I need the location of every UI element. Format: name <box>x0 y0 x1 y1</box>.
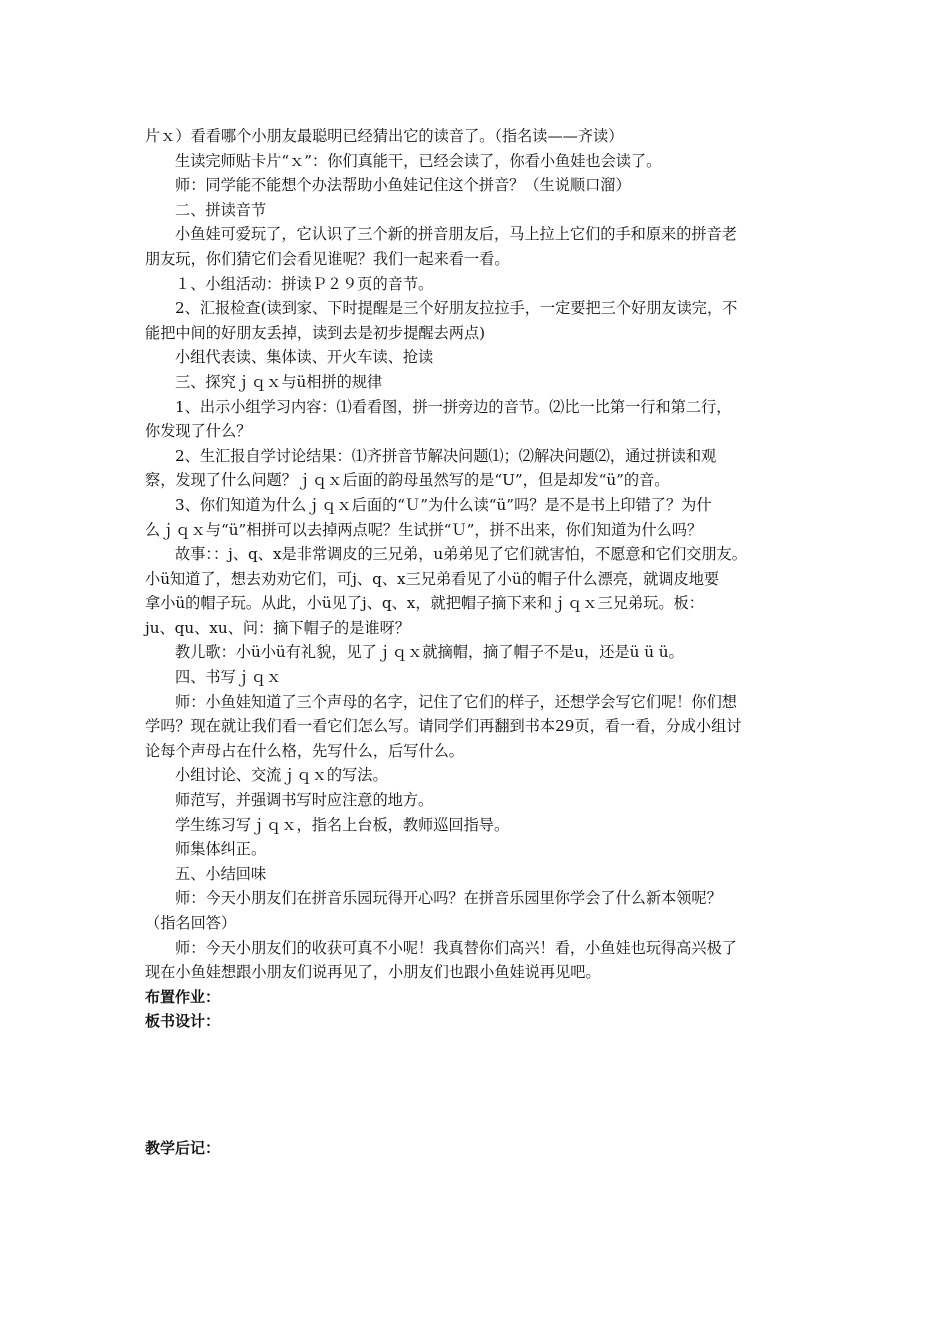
blank-space <box>145 1034 815 1114</box>
text-line: 小组代表读、集体读、开火车读、抢读 <box>175 348 434 367</box>
text-line: 小鱼娃可爱玩了，它认识了三个新的拼音朋友后，马上拉上它们的手和原来的拼音老 <box>175 225 737 244</box>
text-line: 师：同学能不能想个办法帮助小鱼娃记住这个拼音？（生说顺口溜） <box>175 176 631 195</box>
lesson-body <box>145 124 815 985</box>
text-line: 师集体纠正。 <box>175 840 267 859</box>
text-line: 你发现了什么？ <box>145 422 252 441</box>
text-line: 师：今天小朋友们的收获可真不小呢！我真替你们高兴！看，小鱼娃也玩得高兴极了 <box>175 938 737 957</box>
text-line: 能把中间的好朋友丢掉，读到去是初步提醒去两点) <box>145 323 486 342</box>
text-line: 学生练习写ｊｑｘ，指名上台板，教师巡回指导。 <box>175 815 510 834</box>
text-line: ju、qu、xu、问：摘下帽子的是谁呀？ <box>145 618 410 637</box>
text-line: 师：小鱼娃知道了三个声母的名字，记住了它们的样子，还想学会写它们呢！你们想 <box>175 692 737 711</box>
text-line: 小组讨论、交流ｊｑｘ的写法。 <box>175 766 388 785</box>
text-line: 论每个声母占在什么格，先写什么，后写什么。 <box>145 741 464 760</box>
text-line: 现在小鱼娃想跟小朋友们说再见了，小朋友们也跟小鱼娃说再见吧。 <box>145 963 601 982</box>
text-line: 拿小ü的帽子玩。从此，小ü见了j、q、x，就把帽子摘下来和ｊｑｘ三兄弟玩。板： <box>145 594 704 613</box>
text-line: （指名回答） <box>145 914 237 932</box>
text-line: 小ü知道了，想去劝劝它们，可j、q、x三兄弟看见了小ü的帽子什么漂亮，就调皮地要 <box>145 569 720 588</box>
text-line: 教儿歌：小ü小ü有礼貌，见了ｊｑｘ就摘帽，摘了帽子不是u，还是ü ü ü。 <box>175 643 684 662</box>
text-line: 师：今天小朋友们在拼音乐园玩得开心吗？在拼音乐园里你学会了什么新本领呢？ <box>175 889 722 908</box>
text-line: 学吗？现在就让我们看一看它们怎么写。请同学们再翻到书本29页，看一看，分成小组讨 <box>145 717 742 736</box>
text-line: 么ｊｑｘ与“ü”相拼可以去掉两点呢？生试拼“Ｕ”，拼不出来，你们知道为什么吗？ <box>145 520 703 539</box>
text-line: 察，发现了什么问题？ｊｑｘ后面的韵母虽然写的是“U”，但是却发“ü”的音。 <box>145 471 670 490</box>
text-line: 三、探究ｊｑｘ与ü相拼的规律 <box>175 372 383 391</box>
text-line: 师范写，并强调书写时应注意的地方。 <box>175 791 434 810</box>
board-design-heading: 板书设计： <box>145 1012 221 1031</box>
text-line: 生读完师贴卡片“ｘ”：你们真能干，已经会读了，你看小鱼娃也会读了。 <box>175 151 662 170</box>
text-line: 2、汇报检查(读到家、下时提醒是三个好朋友拉拉手，一定要把三个好朋友读完，不 <box>175 299 738 318</box>
text-line: 五、小结回味 <box>175 864 267 883</box>
text-line: 2、生汇报自学讨论结果：⑴齐拼音节解决问题⑴；⑵解决问题⑵，通过拼读和观 <box>175 446 717 465</box>
text-line: 四、书写ｊｑｘ <box>175 668 282 687</box>
blank-space-2 <box>145 1114 815 1136</box>
text-line: 故事：：j、q、x是非常调皮的三兄弟，u弟弟见了它们就害怕，不愿意和它们交朋友。 <box>175 545 747 564</box>
text-line: 1、出示小组学习内容：⑴看看图，拼一拼旁边的音节。⑵比一比第一行和第二行， <box>175 397 732 416</box>
homework-heading: 布置作业： <box>145 987 221 1006</box>
text-line: 3、你们知道为什么ｊｑｘ后面的“Ｕ”为什么读“ü”吗？是不是书上印错了？为什 <box>175 495 712 514</box>
text-line: 二、拼读音节 <box>175 200 267 219</box>
reflection-heading: 教学后记： <box>145 1138 221 1157</box>
text-line: １、小组活动：拼读Ｐ２９页的音节。 <box>175 274 434 293</box>
text-line: 片ｘ）看看哪个小朋友最聪明已经猜出它的读音了。（指名读——齐读） <box>145 127 624 145</box>
text-line: 朋友玩，你们猜它们会看见谁呢？我们一起来看一看。 <box>145 249 510 268</box>
document-page <box>145 124 815 1161</box>
